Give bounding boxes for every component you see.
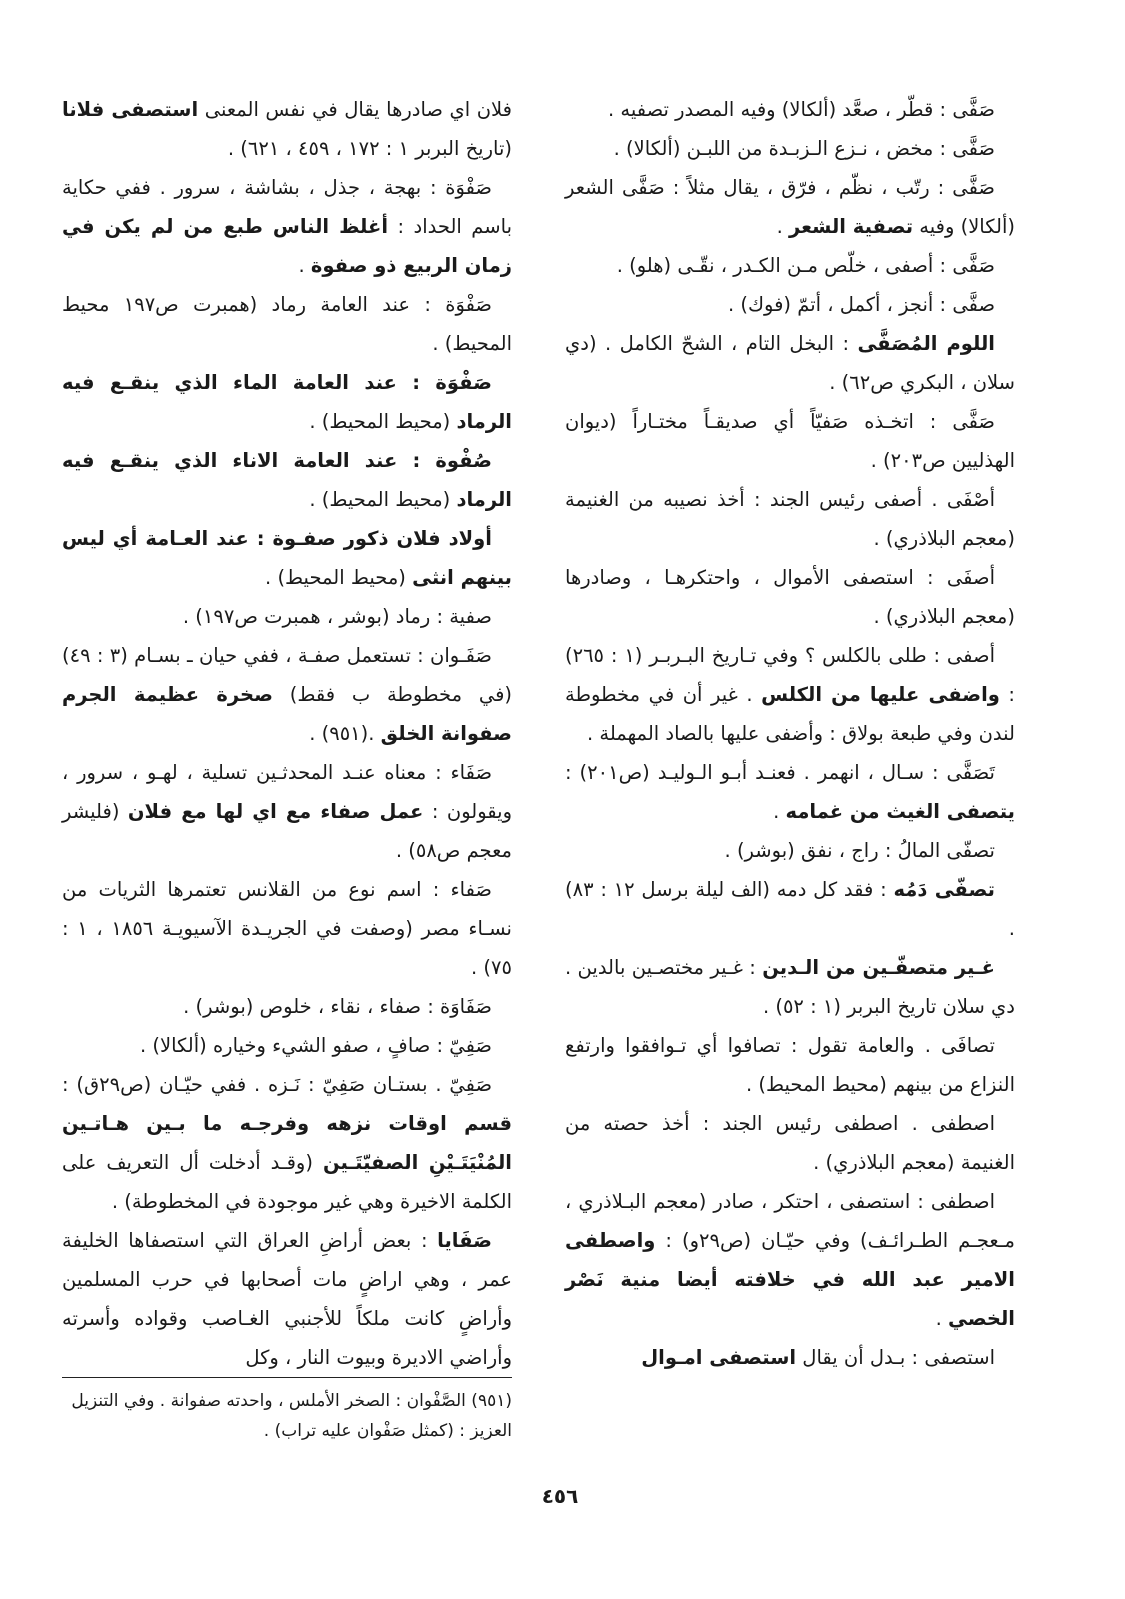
left-column-paragraph bbox=[62, 597, 512, 636]
text-run: . غير أن في مخطوطة لندن وفي طبعة بولاق : وأضفى عليها بالصاد المهملة . bbox=[565, 683, 1015, 745]
text-run: : غـير مختصـين بالدين . دي سلان تاريخ البربر (١ : ٥٢) . bbox=[565, 956, 1015, 1018]
text-run: صَفَّى : قطّر ، صعَّد (ألكالا) وفيه المصدر تصفيه . bbox=[607, 98, 995, 121]
right-column-paragraph bbox=[565, 402, 1015, 480]
right-column-paragraph bbox=[565, 246, 1015, 285]
right-column-paragraph bbox=[565, 324, 1015, 402]
left-column-paragraph bbox=[62, 870, 512, 987]
text-run: (٩٥١) الصَّفْوان : الصخر الأملس ، واحدته صفوانة . وفي التنزيل العزيز : (كمثل صَفْوان عليه تراب) . bbox=[71, 1391, 512, 1441]
left-column-paragraph bbox=[62, 1026, 512, 1065]
bold-phrase: اللوم المُصَفَّى bbox=[857, 332, 995, 355]
left-column-paragraph bbox=[62, 987, 512, 1026]
text-run: صَفْوَة : عند العامة رماد (همبرت ص١٩٧ محيط المحيط) . bbox=[62, 293, 512, 355]
text-run: صَفِيّ . بستـان صَفِيّ : نَـزه . ففي حيّـان (ص٢٩ق) : bbox=[62, 1073, 492, 1096]
text-run: (وقـد أدخلت أل التعريف على الكلمة الاخيرة وهي غير موجودة في المخطوطة) . bbox=[62, 1151, 512, 1213]
right-column-paragraph bbox=[565, 90, 1015, 129]
text-run: أصْفَى . أصفى رئيس الجند : أخذ نصيبه من الغنيمة (معجم البلاذري) . bbox=[565, 488, 1015, 550]
text-run: . bbox=[776, 215, 789, 238]
right-column-paragraph bbox=[565, 636, 1015, 753]
text-run: صَفاء : اسم نوع من القلانس تعتمرها الثريات من نسـاء مصر (وصفت في الجريـدة الآسيويـة ١٨٥٦ ، ١ : ٧٥) . bbox=[62, 878, 512, 979]
bold-phrase: صخرة عظيمة الجرم صفوانة الخلق bbox=[62, 683, 512, 745]
right-column-paragraph bbox=[565, 831, 1015, 870]
left-column-paragraph bbox=[62, 1065, 512, 1221]
footnote-paragraph bbox=[62, 1386, 512, 1446]
left-column-paragraph bbox=[62, 285, 512, 363]
right-column-paragraph bbox=[565, 285, 1015, 324]
footnote-divider bbox=[62, 1377, 512, 1378]
right-column-paragraph bbox=[565, 948, 1015, 1026]
text-run: صَفِيّ : صافٍ ، صفو الشيء وخياره (ألكالا) . bbox=[139, 1034, 492, 1057]
bold-phrase: صَفَايا bbox=[437, 1229, 492, 1252]
bold-phrase: تصفّى دَمُه bbox=[893, 878, 995, 901]
bold-phrase: استصفى فلانا bbox=[62, 98, 199, 121]
right-column-paragraph bbox=[565, 870, 1015, 948]
text-run: : البخل التام ، الشحّ الكامل . (دي سلان ، البكري ص٦٢) . bbox=[565, 332, 1015, 394]
text-run: صَفَّى : أصفى ، خلّص مـن الكـدر ، نقّـى (هلو) . bbox=[616, 254, 995, 277]
text-run: أصفَى : استصفى الأموال ، واحتكرهـا ، وصادرها (معجم البلاذري) . bbox=[565, 566, 1015, 628]
right-column-paragraph bbox=[565, 129, 1015, 168]
right-column-paragraph bbox=[565, 1338, 1015, 1377]
text-run: صَفَّى : مخض ، نـزع الـزبـدة من اللبـن (ألكالا) . bbox=[613, 137, 995, 160]
text-run: (محيط المحيط) . bbox=[309, 488, 457, 511]
left-column-paragraph bbox=[62, 519, 512, 597]
footnote bbox=[62, 1386, 512, 1446]
bold-phrase: عمل صفاء مع اي لها مع فلان bbox=[127, 800, 424, 823]
left-column-paragraph bbox=[62, 441, 512, 519]
right-column-paragraph bbox=[565, 1104, 1015, 1182]
left-column-paragraph bbox=[62, 363, 512, 441]
right-column-paragraph bbox=[565, 753, 1015, 831]
text-run: استصفى : بـدل أن يقال bbox=[796, 1346, 995, 1369]
text-run: . bbox=[935, 1307, 948, 1330]
text-run: (محيط المحيط) . bbox=[309, 410, 457, 433]
text-run: أصفى : طلى بالكلس ؟ وفي تـاريخ البـربـر (١ : ٢٦٥) : bbox=[565, 644, 1015, 706]
text-run: اصطفى : استصفى ، احتكر ، صادر (معجم البـلاذري ، مـعجـم الطـرائـف) وفي حيّـان (ص٢٩و) : bbox=[565, 1190, 1016, 1252]
bold-phrase: تصفية الشعر bbox=[788, 215, 914, 238]
right-column-paragraph bbox=[565, 480, 1015, 558]
right-column-paragraph bbox=[565, 558, 1015, 636]
text-run: صَفْوَة : بهجة ، جذل ، بشاشة ، سرور . ففي حكاية باسم الحداد : bbox=[62, 176, 512, 238]
right-column-paragraph bbox=[565, 1026, 1015, 1104]
text-run: صفية : رماد (بوشر ، همبرت ص١٩٧) . bbox=[182, 605, 492, 628]
left-column-paragraph bbox=[62, 168, 512, 285]
bold-phrase: واضفى عليها من الكلس bbox=[761, 683, 1000, 706]
text-run: (تاريخ البربر ١ : ١٧٢ ، ٤٥٩ ، ٦٢١) . bbox=[227, 137, 512, 160]
left-column-paragraph bbox=[62, 90, 512, 168]
bold-phrase: أغلظ الناس طبع من لم يكن في زمان الربيع ذو صفوة bbox=[62, 215, 512, 277]
text-run: صَفَّى : اتخـذه صَفيّاً أي صديقـاً مختـاراً (ديوان الهذليين ص٢٠٣) . bbox=[565, 410, 1015, 472]
text-run: (محيط المحيط) . bbox=[265, 566, 413, 589]
text-run: صَفَاوَة : صفاء ، نقاء ، خلوص (بوشر) . bbox=[183, 995, 492, 1018]
bold-phrase: أولاد فلان ذكور صفـوة : عند العـامة أي ليس بينهم انثى bbox=[62, 527, 512, 589]
text-run: . bbox=[298, 254, 311, 277]
text-run: فلان اي صادرها يقال في نفس المعنى bbox=[198, 98, 512, 121]
text-run: اصطفى . اصطفى رئيس الجند : أخذ حصته من الغنيمة (معجم البلاذري) . bbox=[565, 1112, 1015, 1174]
text-run: .(٩٥١) . bbox=[309, 722, 381, 745]
text-run: (فليشر معجم ص٥٨) . bbox=[62, 800, 512, 862]
left-column-paragraph bbox=[62, 636, 512, 753]
text-run: : فقد كل دمه (الف ليلة برسل ١٢ : ٨٣) . bbox=[565, 878, 1015, 940]
text-run: صَفَاء : معناه عنـد المحدثـين تسلية ، لهـو ، سرور ، ويقولون : bbox=[62, 761, 512, 823]
text-run: صَفَّى : رتّب ، نظّم ، فرّق ، يقال مثلاً : صَفَّى الشعر (ألكالا) وفيه bbox=[565, 176, 1015, 238]
right-column-paragraph bbox=[565, 1182, 1015, 1338]
bold-phrase: غـير متصفّـين من الـدين bbox=[762, 956, 996, 979]
bold-phrase: صَفْوَة : عند العامة الماء الذي ينقـع فيه الرماد bbox=[62, 371, 512, 433]
bold-phrase: واصطفى الامير عبد الله في خلافته أيضا منية نَصْر الخصي bbox=[565, 1229, 1015, 1330]
bold-phrase: صُفْوة : عند العامة الاناء الذي ينقـع فيه الرماد bbox=[62, 449, 512, 511]
bold-phrase: يتصفى الغيث من غمامه bbox=[785, 800, 1015, 823]
text-run: صفَّى : أنجز ، أكمل ، أتمّ (فوك) . bbox=[727, 293, 995, 316]
right-column-paragraph bbox=[565, 168, 1015, 246]
text-run: تصافَى . والعامة تقول : تصافوا أي تـوافقوا وارتفع النزاع من بينهم (محيط المحيط) . bbox=[565, 1034, 1015, 1096]
text-run: صَفَـوان : تستعمل صفـة ، ففي حيان ـ بسـام (٣ : ٤٩) (في مخطوطة ب فقط) bbox=[62, 644, 513, 706]
text-run: تصفّى المالُ : راج ، نفق (بوشر) . bbox=[724, 839, 995, 862]
right-column bbox=[565, 90, 1015, 1377]
text-run: تَصَفَّى : سـال ، انهمر . فعنـد أبـو الـوليـد (ص٢٠١) : bbox=[565, 761, 995, 784]
left-column-paragraph bbox=[62, 753, 512, 870]
left-column bbox=[62, 90, 512, 1377]
text-run: . bbox=[773, 800, 786, 823]
page-number: ٤٥٦ bbox=[541, 1484, 579, 1508]
left-column-paragraph bbox=[62, 1221, 512, 1377]
bold-phrase: قسم اوقات نزهه وفرجـه ما بـين هـاتـين المُنْيَتَـيْنِ الصفيّتَـين bbox=[62, 1112, 512, 1174]
bold-phrase: استصفى امـوال bbox=[641, 1346, 797, 1369]
text-run: : بعض أراضِ العراق التي استصفاها الخليفة عمر ، وهي اراضٍ مات أصحابها في حرب المسلمين وأراضٍ كانت ملكاً للأجنبي الغـاصب وقواده وأسرته وأراضي الاديرة وبيوت النار ، وكل bbox=[62, 1229, 512, 1369]
